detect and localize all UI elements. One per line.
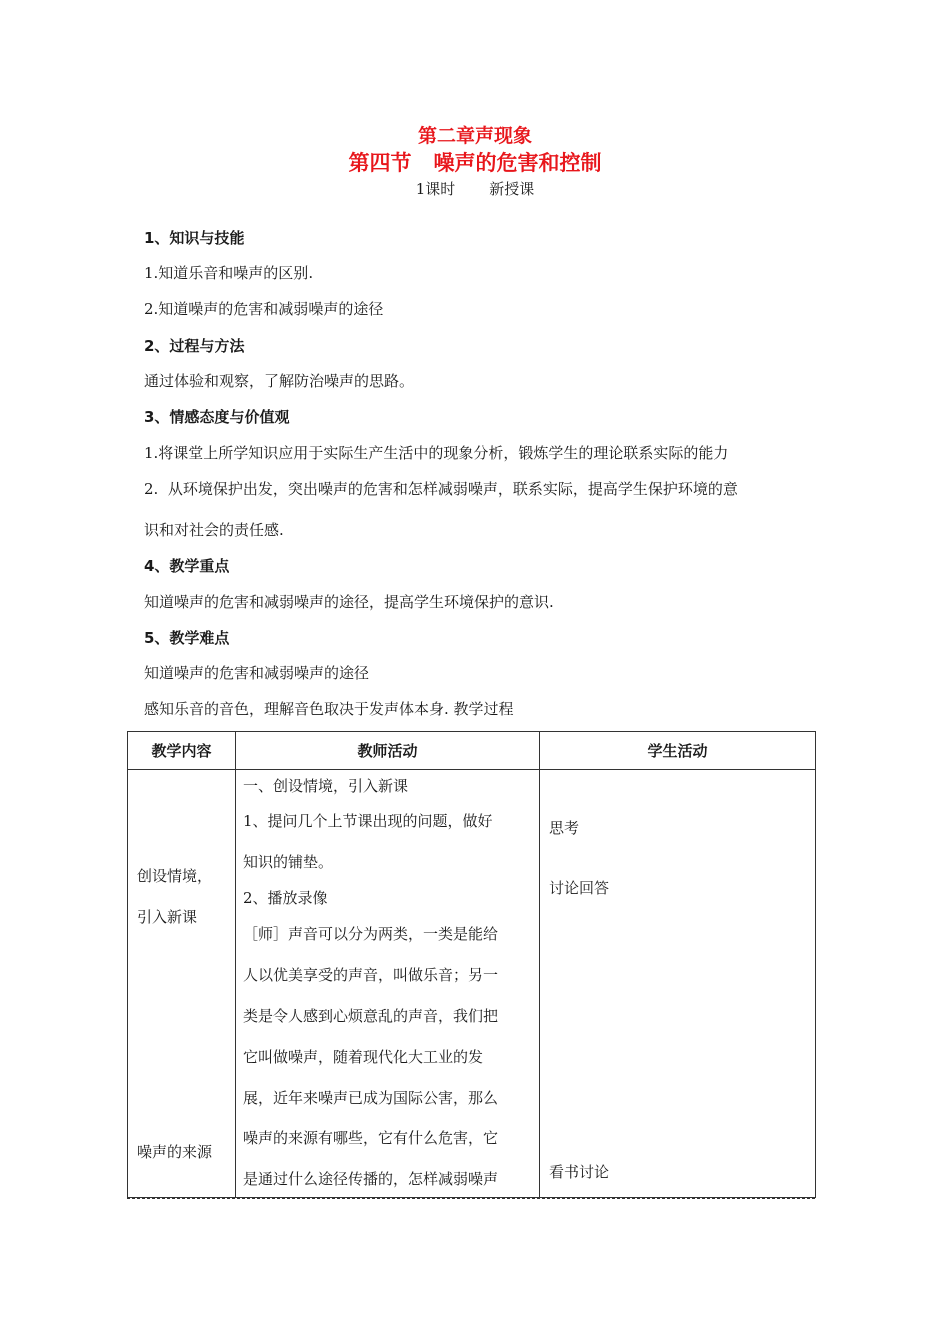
student-cell (540, 770, 816, 1198)
teacher-line: 2、播放录像 (243, 889, 328, 907)
teacher-line: 一、创设情境，引入新课 (243, 777, 409, 795)
objective-heading-3: 3、情感态度与价值观 (144, 408, 290, 426)
header-content: 教学内容 (128, 732, 236, 770)
objective-line: 通过体验和观察，了解防治噪声的思路。 (144, 372, 415, 390)
student-line: 看书讨论 (549, 1163, 610, 1181)
teacher-line: 1、提问几个上节课出现的问题，做好 (243, 812, 493, 830)
teacher-line: 类是令人感到心烦意乱的声音，我们把 (243, 1007, 499, 1025)
objective-line: 感知乐音的音色，理解音色取决于发声体本身. 教学过程 (144, 700, 514, 718)
teacher-line: 它叫做噪声，随着现代化大工业的发 (243, 1048, 484, 1066)
content-line: 引入新课 (137, 908, 198, 926)
teacher-line: 人以优美享受的声音，叫做乐音；另一 (243, 966, 499, 984)
teacher-line: 知识的铺垫。 (243, 853, 334, 871)
chapter-title: 第二章声现象 (417, 125, 532, 147)
page-break-divider (127, 1198, 815, 1199)
lesson-hours: 1课时 (415, 180, 456, 198)
header-teacher: 教师活动 (236, 732, 540, 770)
header-student: 学生活动 (540, 732, 816, 770)
objective-line: 1.将课堂上所学知识应用于实际生产生活中的现象分析，锻炼学生的理论联系实际的能力 (144, 444, 729, 462)
content-cell (128, 770, 236, 1198)
table-header-row (128, 732, 816, 770)
objective-heading-4: 4、教学重点 (144, 557, 230, 575)
student-line: 讨论回答 (549, 879, 610, 897)
teacher-line: ［师］声音可以分为两类，一类是能给 (243, 925, 499, 943)
objective-line: 2.知道噪声的危害和减弱噪声的途径 (144, 300, 384, 318)
objective-heading-5: 5、教学难点 (144, 629, 230, 647)
objective-line: 知道噪声的危害和减弱噪声的途径，提高学生环境保护的意识. (144, 593, 554, 611)
section-title: 第四节 噪声的危害和控制 (348, 151, 602, 175)
lesson-type: 新授课 (489, 180, 535, 198)
teacher-line: 噪声的来源有哪些，它有什么危害，它 (243, 1129, 499, 1147)
objective-line: 2. 从环境保护出发，突出噪声的危害和怎样减弱噪声，联系实际，提高学生保护环境的意 (144, 480, 738, 498)
objective-heading-1: 1、知识与技能 (144, 229, 245, 247)
content-line: 噪声的来源 (137, 1143, 213, 1161)
lesson-info (0, 178, 950, 199)
objective-line: 1.知道乐音和噪声的区别. (144, 264, 314, 282)
objective-heading-2: 2、过程与方法 (144, 337, 245, 355)
table-row (128, 770, 816, 1198)
student-line: 思考 (549, 819, 580, 837)
objective-line: 识和对社会的责任感. (144, 521, 284, 539)
lesson-process-table (127, 731, 816, 1198)
teacher-line: 是通过什么途径传播的，怎样减弱噪声 (243, 1170, 499, 1188)
teacher-cell (236, 770, 540, 1198)
content-line: 创设情境， (137, 867, 213, 885)
teacher-line: 展，近年来噪声已成为国际公害，那么 (243, 1089, 499, 1107)
objective-line: 知道噪声的危害和减弱噪声的途径 (144, 664, 370, 682)
